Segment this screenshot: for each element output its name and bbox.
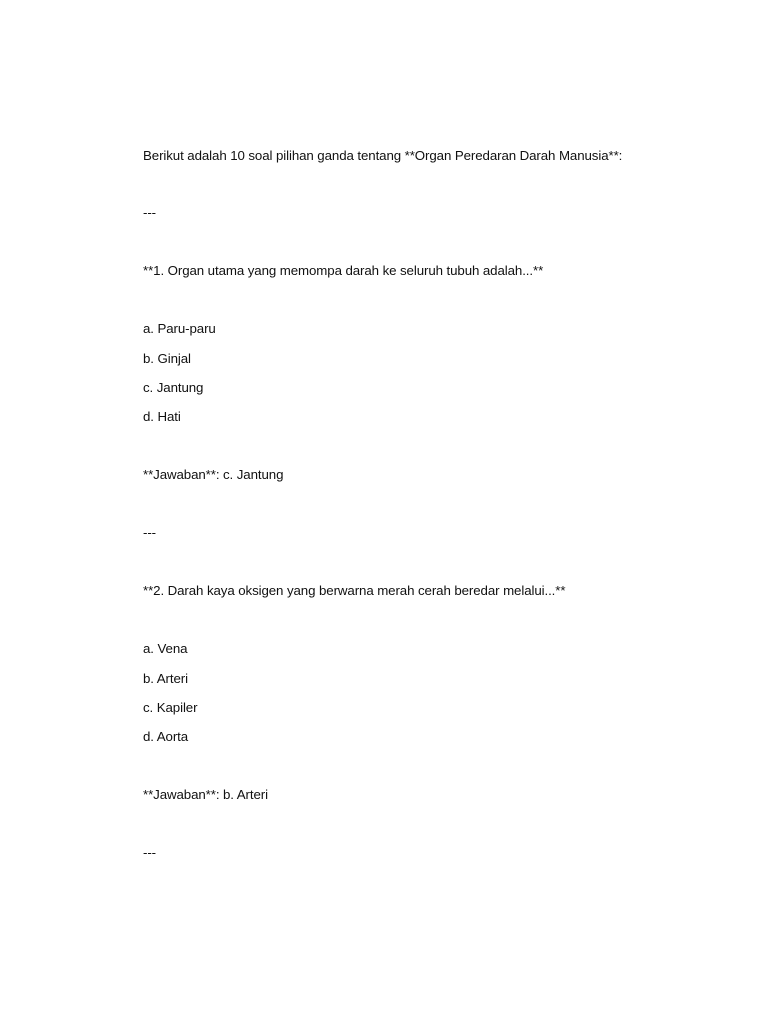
question-2-option-b: b. Arteri	[143, 671, 188, 686]
question-2-text: **2. Darah kaya oksigen yang berwarna merah cerah beredar melalui...**	[143, 583, 566, 598]
separator: ---	[143, 525, 156, 540]
question-1-answer: **Jawaban**: c. Jantung	[143, 467, 284, 482]
question-1-option-c: c. Jantung	[143, 380, 204, 395]
question-2-option-c: c. Kapiler	[143, 700, 198, 715]
question-2-option-a: a. Vena	[143, 641, 188, 656]
separator: ---	[143, 845, 156, 860]
question-1-option-a: a. Paru-paru	[143, 321, 216, 336]
question-1-option-d: d. Hati	[143, 409, 181, 424]
question-1-option-b: b. Ginjal	[143, 351, 191, 366]
question-1-text: **1. Organ utama yang memompa darah ke seluruh tubuh adalah...**	[143, 263, 544, 278]
separator: ---	[143, 205, 156, 220]
question-2-answer: **Jawaban**: b. Arteri	[143, 787, 268, 802]
intro-text: Berikut adalah 10 soal pilihan ganda tentang **Organ Peredaran Darah Manusia**:	[143, 148, 623, 163]
question-2-option-d: d. Aorta	[143, 729, 189, 744]
